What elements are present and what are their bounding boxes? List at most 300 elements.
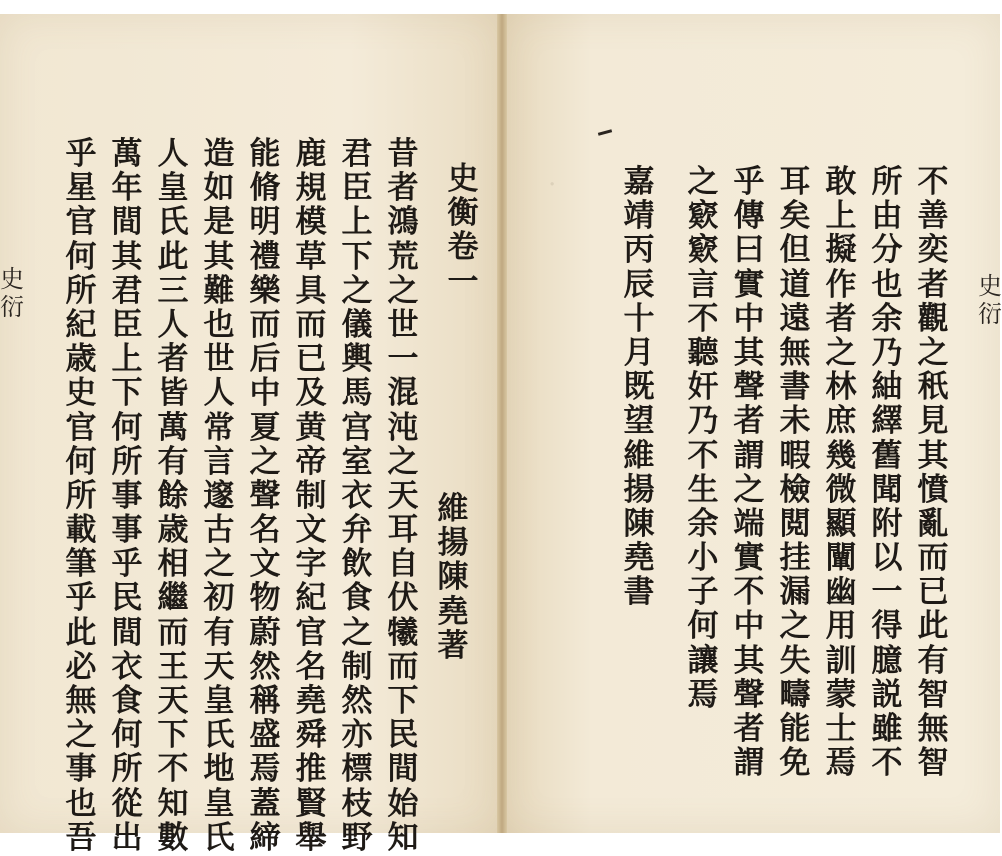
left-column-8-char: 官 (65, 409, 97, 446)
right-column-3-char: 作 (825, 266, 857, 303)
left-title-column-char: 卷 (447, 229, 479, 266)
left-column-1-char: 知 (387, 819, 419, 856)
left-column-8-char: 所 (65, 477, 97, 514)
left-author-line-char: 揚 (437, 525, 469, 562)
right-column-6-char: 不 (687, 300, 719, 337)
right-column-3-char: 敢 (825, 164, 857, 200)
left-column-8-char: 乎 (65, 136, 97, 172)
left-column-4 (242, 137, 288, 855)
left-title-column-char: 史 (447, 161, 479, 197)
left-column-1-char: 天 (387, 477, 419, 514)
right-column-1-char: 亂 (917, 505, 949, 542)
left-column-5-char: 造 (203, 136, 235, 172)
right-column-3-char: 顯 (825, 505, 857, 542)
left-column-3-char: 官 (295, 614, 327, 651)
left-column-2-char: 野 (341, 819, 373, 856)
left-column-3-char: 名 (295, 648, 327, 685)
left-column-2-char: 食 (341, 580, 373, 617)
right-column-5-char: 謂 (733, 437, 765, 474)
left-column-5-char: 也 (203, 306, 235, 343)
left-column-2-char: 衣 (341, 477, 373, 514)
left-column-3-char: 模 (295, 204, 327, 241)
right-column-3 (818, 165, 864, 780)
left-column-4-char: 蓋 (249, 785, 281, 822)
left-column-5-char: 古 (203, 512, 235, 549)
right-column-5-char: 者 (733, 403, 765, 440)
left-column-7-char: 上 (111, 341, 143, 378)
right-column-7-char: 十 (623, 300, 655, 337)
left-column-5-char: 氏 (203, 819, 235, 856)
left-column-7-char: 臣 (111, 306, 143, 343)
left-column-4-char: 明 (249, 204, 281, 241)
left-column-8 (58, 137, 104, 855)
right-column-6-char: 奸 (687, 369, 719, 406)
right-column-2-char: 余 (871, 300, 903, 337)
right-column-2-char: 由 (871, 198, 903, 235)
right-column-6-char: 不 (687, 437, 719, 474)
left-column-8-char: 歳 (65, 341, 97, 378)
right-column-4-char: 疇 (779, 676, 811, 713)
left-column-4-char: 締 (249, 819, 281, 856)
left-column-6-char: 王 (157, 648, 189, 685)
right-column-1-char: 善 (917, 198, 949, 235)
left-edge-fragment (0, 265, 24, 325)
right-column-2-char: 得 (871, 608, 903, 645)
left-edge-fragment-char: 衍 (0, 293, 24, 321)
left-column-3-char: 字 (295, 546, 327, 583)
left-column-5-char: 初 (203, 580, 235, 617)
right-column-6-char: 窽 (687, 232, 719, 269)
left-column-6 (150, 137, 196, 855)
right-column-4-char: 書 (779, 369, 811, 406)
left-author-line-char: 堯 (437, 593, 469, 630)
right-column-3-char: 闡 (825, 540, 857, 577)
left-column-2 (334, 137, 380, 855)
left-column-5-char: 人 (203, 375, 235, 412)
right-column-6-char: 窽 (687, 198, 719, 235)
right-column-4-char: 但 (779, 232, 811, 269)
right-column-7-char: 維 (623, 437, 655, 474)
right-column-7-char: 靖 (623, 198, 655, 235)
right-column-2-char: 紬 (871, 369, 903, 406)
left-column-5-char: 世 (203, 341, 235, 378)
right-column-6-char: 生 (687, 471, 719, 508)
left-column-1-char: 犧 (387, 614, 419, 651)
right-column-7-char: 堯 (623, 540, 655, 577)
left-column-1-char: 混 (387, 375, 419, 412)
left-column-1-char: 一 (387, 341, 419, 378)
left-column-1-char: 耳 (387, 512, 419, 549)
left-column-1-char: 下 (387, 683, 419, 719)
left-column-6-char: 繼 (157, 580, 189, 617)
left-column-1-char: 荒 (387, 238, 419, 275)
right-column-3-char: 林 (825, 369, 857, 406)
left-column-4-char: 脩 (249, 170, 281, 207)
right-column-3-char: 微 (825, 471, 857, 508)
left-column-7-char: 下 (111, 375, 143, 412)
left-column-6-char: 皆 (157, 375, 189, 412)
right-column-2-char: 説 (871, 676, 903, 713)
right-column-5-char: 實 (733, 540, 765, 577)
left-column-4-char: 后 (249, 341, 281, 378)
left-column-1-char: 而 (387, 648, 419, 685)
right-column-6-char: 聽 (687, 334, 719, 371)
left-column-2-char: 室 (341, 443, 373, 480)
left-column-3-char: 而 (295, 306, 327, 343)
bleed-through-marks: . (548, 162, 557, 192)
left-column-3 (288, 137, 334, 855)
left-title-column (440, 162, 486, 299)
right-column-1-char: 憤 (917, 471, 949, 508)
left-author-line-char: 維 (437, 491, 469, 527)
right-column-1-char: 無 (917, 711, 949, 747)
right-column-6-char: 言 (687, 266, 719, 303)
left-column-5-char: 言 (203, 443, 235, 480)
left-column-2-char: 馬 (341, 375, 373, 412)
left-column-2-char: 君 (341, 136, 373, 172)
left-column-6-char: 人 (157, 306, 189, 343)
left-author-line (430, 492, 476, 663)
right-column-3-char: 幾 (825, 437, 857, 474)
left-column-7-char: 出 (111, 819, 143, 856)
right-column-3-char: 庶 (825, 403, 857, 440)
left-column-4-char: 焉 (249, 751, 281, 788)
left-column-5-char: 有 (203, 614, 235, 651)
left-column-5-char: 之 (203, 546, 235, 583)
left-column-6-char: 餘 (157, 477, 189, 514)
left-column-8-char: 乎 (65, 580, 97, 617)
right-column-2-char: 以 (871, 540, 903, 577)
left-column-7-char: 乎 (111, 546, 143, 583)
left-column-8-char: 紀 (65, 306, 97, 343)
left-column-2-char: 之 (341, 272, 373, 309)
right-column-3-char: 者 (825, 300, 857, 337)
left-column-7-char: 萬 (111, 136, 143, 172)
left-column-2-char: 下 (341, 238, 373, 275)
left-column-4-char: 禮 (249, 238, 281, 275)
right-column-6-char: 何 (687, 608, 719, 645)
right-column-6-char: 小 (687, 540, 719, 577)
left-column-2-char: 標 (341, 751, 373, 788)
left-column-3-char: 堯 (295, 683, 327, 719)
right-column-7-char: 望 (623, 403, 655, 440)
left-column-1-char: 世 (387, 306, 419, 343)
left-column-7-char: 事 (111, 512, 143, 549)
left-column-5-char: 氏 (203, 717, 235, 754)
left-column-8-char: 載 (65, 512, 97, 549)
left-column-5-char: 天 (203, 648, 235, 685)
right-column-1-char: 觀 (917, 300, 949, 337)
right-column-4-char: 暇 (779, 437, 811, 474)
left-column-7-char: 間 (111, 204, 143, 241)
left-column-3-char: 文 (295, 512, 327, 549)
left-column-2-char: 飲 (341, 546, 373, 583)
left-column-5-char: 皇 (203, 683, 235, 719)
left-column-1-char: 沌 (387, 409, 419, 446)
left-column-6-char: 數 (157, 819, 189, 856)
left-column-2-char: 之 (341, 614, 373, 651)
right-column-5-char: 聲 (733, 369, 765, 406)
left-column-8-char: 所 (65, 272, 97, 309)
left-column-2-char: 宫 (341, 409, 373, 446)
left-column-8-char: 事 (65, 751, 97, 788)
right-column-1-char: 奕 (917, 232, 949, 269)
left-column-8-char: 此 (65, 614, 97, 651)
right-column-4 (772, 165, 818, 780)
right-column-3-char: 幽 (825, 574, 857, 611)
left-column-8-char: 之 (65, 717, 97, 754)
left-column-1-char: 之 (387, 443, 419, 480)
left-column-6-char: 歳 (157, 512, 189, 549)
left-column-2-char: 儀 (341, 306, 373, 343)
left-column-8-char: 也 (65, 785, 97, 822)
right-column-5-char: 曰 (733, 232, 765, 269)
left-column-3-char: 紀 (295, 580, 327, 617)
left-column-1-char: 者 (387, 170, 419, 207)
left-column-3-char: 鹿 (295, 136, 327, 172)
left-column-7-char: 衣 (111, 648, 143, 685)
right-column-2-char: 聞 (871, 471, 903, 508)
right-column-2-char: 雖 (871, 711, 903, 747)
left-column-1-char: 昔 (387, 136, 419, 172)
right-column-4-char: 無 (779, 334, 811, 371)
left-column-6-char: 天 (157, 683, 189, 719)
left-column-7-char: 君 (111, 272, 143, 309)
left-column-6-char: 有 (157, 443, 189, 480)
right-column-2-char: 臆 (871, 642, 903, 679)
right-column-2-char: 分 (871, 232, 903, 269)
right-column-2-char: 所 (871, 164, 903, 200)
left-column-2-char: 然 (341, 683, 373, 719)
right-column-3-char: 蒙 (825, 676, 857, 713)
right-column-1-char: 之 (917, 334, 949, 371)
left-column-6-char: 下 (157, 717, 189, 754)
right-column-3-char: 用 (825, 608, 857, 645)
right-column-7 (616, 165, 662, 609)
right-column-3-char: 焉 (825, 745, 857, 782)
left-column-5-char: 地 (203, 751, 235, 788)
left-column-1-char: 之 (387, 272, 419, 309)
right-column-4-char: 矣 (779, 198, 811, 235)
right-column-1-char: 有 (917, 642, 949, 679)
right-column-3-char: 訓 (825, 642, 857, 679)
right-column-1-char: 智 (917, 745, 949, 782)
right-column-4-char: 檢 (779, 471, 811, 508)
right-column-6-char: 焉 (687, 676, 719, 713)
right-column-6-char: 之 (687, 164, 719, 200)
right-column-5-char: 謂 (733, 745, 765, 782)
left-column-2-char: 制 (341, 648, 373, 685)
right-column-5-char: 其 (733, 642, 765, 679)
left-column-8-char: 何 (65, 443, 97, 480)
right-column-4-char: 耳 (779, 164, 811, 200)
right-column-1-char: 秖 (917, 369, 949, 406)
left-column-7-char: 間 (111, 614, 143, 651)
left-column-1 (380, 137, 426, 855)
left-column-2-char: 上 (341, 204, 373, 241)
left-title-column-char: 一 (447, 263, 479, 300)
left-column-2-char: 亦 (341, 717, 373, 754)
right-column-6-char: 讓 (687, 642, 719, 679)
right-column-4-char: 失 (779, 642, 811, 679)
right-edge-fragment (978, 272, 1002, 332)
right-column-1-char: 此 (917, 608, 949, 645)
left-column-7-char: 民 (111, 580, 143, 617)
right-edge-fragment-char: 衍 (978, 300, 1002, 328)
left-column-6-char: 者 (157, 341, 189, 378)
right-column-1 (910, 165, 956, 780)
right-column-2-char: 附 (871, 505, 903, 542)
left-column-5-char: 如 (203, 170, 235, 207)
left-column-8-char: 官 (65, 204, 97, 241)
right-column-7-char: 陳 (623, 505, 655, 542)
right-column-3-char: 擬 (825, 232, 857, 269)
left-column-6-char: 不 (157, 751, 189, 788)
left-column-8-char: 必 (65, 648, 97, 685)
left-column-5 (196, 137, 242, 855)
left-column-6-char: 三 (157, 272, 189, 309)
right-column-4-char: 挂 (779, 540, 811, 577)
left-column-1-char: 民 (387, 717, 419, 754)
left-column-4-char: 然 (249, 648, 281, 685)
left-column-5-char: 邃 (203, 477, 235, 514)
left-column-4-char: 文 (249, 546, 281, 583)
right-column-2-char: 乃 (871, 334, 903, 371)
left-column-2-char: 臣 (341, 170, 373, 207)
right-column-4-char: 之 (779, 608, 811, 645)
left-column-7-char: 事 (111, 477, 143, 514)
right-column-5 (726, 165, 772, 780)
left-column-4-char: 名 (249, 512, 281, 549)
right-column-6-char: 乃 (687, 403, 719, 440)
right-column-1-char: 已 (917, 574, 949, 611)
right-column-2-char: 一 (871, 574, 903, 611)
right-column-7-char: 嘉 (623, 164, 655, 200)
left-column-3-char: 制 (295, 477, 327, 514)
book-gutter (497, 14, 507, 833)
right-column-7-char: 辰 (623, 266, 655, 303)
right-column-6 (680, 165, 726, 712)
right-column-1-char: 見 (917, 403, 949, 440)
right-column-6-char: 子 (687, 574, 719, 611)
left-column-8-char: 無 (65, 683, 97, 719)
left-column-1-char: 自 (387, 546, 419, 583)
right-column-2-char: 也 (871, 266, 903, 303)
left-column-7-char: 從 (111, 785, 143, 822)
right-column-5-char: 聲 (733, 676, 765, 713)
left-column-4-char: 樂 (249, 272, 281, 309)
left-column-4-char: 之 (249, 443, 281, 480)
right-column-4-char: 閲 (779, 505, 811, 542)
right-column-4-char: 能 (779, 711, 811, 747)
left-column-2-char: 弁 (341, 512, 373, 549)
left-column-7-char: 何 (111, 409, 143, 446)
left-column-7-char: 食 (111, 683, 143, 719)
left-column-5-char: 難 (203, 272, 235, 309)
left-column-3-char: 草 (295, 238, 327, 275)
left-column-6-char: 皇 (157, 170, 189, 207)
right-edge-fragment-char: 史 (978, 272, 1002, 300)
left-column-6-char: 萬 (157, 409, 189, 446)
left-title-column-char: 衡 (447, 195, 479, 232)
left-column-8-char: 星 (65, 170, 97, 207)
right-column-5-char: 者 (733, 711, 765, 747)
right-column-5-char: 之 (733, 471, 765, 508)
left-column-3-char: 賢 (295, 785, 327, 822)
right-column-5-char: 中 (733, 608, 765, 645)
right-column-7-char: 既 (623, 369, 655, 406)
left-column-4-char: 夏 (249, 409, 281, 446)
left-column-4-char: 盛 (249, 717, 281, 754)
right-column-2-char: 舊 (871, 437, 903, 474)
right-column-1-char: 而 (917, 540, 949, 577)
right-column-4-char: 漏 (779, 574, 811, 611)
left-column-1-char: 伏 (387, 580, 419, 617)
left-column-7-char: 何 (111, 717, 143, 754)
left-edge-fragment-char: 史 (0, 265, 24, 293)
left-column-6-char: 人 (157, 136, 189, 172)
left-column-3-char: 規 (295, 170, 327, 207)
left-column-4-char: 物 (249, 580, 281, 617)
left-column-3-char: 已 (295, 341, 327, 378)
left-column-5-char: 是 (203, 204, 235, 241)
left-column-3-char: 舉 (295, 819, 327, 856)
left-column-8-char: 史 (65, 375, 97, 412)
left-column-4-char: 聲 (249, 477, 281, 514)
right-column-2-char: 不 (871, 745, 903, 782)
right-column-5-char: 端 (733, 505, 765, 542)
left-column-8-char: 何 (65, 238, 97, 275)
right-column-3-char: 之 (825, 334, 857, 371)
right-column-5-char: 其 (733, 334, 765, 371)
left-column-3-char: 及 (295, 375, 327, 412)
right-column-1-char: 不 (917, 164, 949, 200)
left-column-3-char: 黄 (295, 409, 327, 446)
left-column-3-char: 帝 (295, 443, 327, 480)
left-column-2-char: 輿 (341, 341, 373, 378)
right-column-2-char: 繹 (871, 403, 903, 440)
right-column-4-char: 未 (779, 403, 811, 440)
right-column-2 (864, 165, 910, 780)
right-column-1-char: 智 (917, 676, 949, 713)
right-column-5-char: 乎 (733, 164, 765, 200)
right-column-7-char: 丙 (623, 232, 655, 269)
left-column-8-char: 筆 (65, 546, 97, 583)
right-column-4-char: 道 (779, 266, 811, 303)
left-column-1-char: 鴻 (387, 204, 419, 241)
left-column-3-char: 舜 (295, 717, 327, 754)
right-column-3-char: 士 (825, 711, 857, 747)
left-author-line-char: 陳 (437, 559, 469, 596)
left-column-7-char: 年 (111, 170, 143, 207)
right-column-5-char: 傳 (733, 198, 765, 235)
right-column-7-char: 揚 (623, 471, 655, 508)
right-column-4-char: 遠 (779, 300, 811, 337)
left-column-5-char: 其 (203, 238, 235, 275)
right-column-7-char: 書 (623, 574, 655, 611)
left-column-4-char: 中 (249, 375, 281, 412)
left-column-3-char: 推 (295, 751, 327, 788)
right-column-5-char: 不 (733, 574, 765, 611)
left-column-7-char: 所 (111, 751, 143, 788)
left-column-5-char: 常 (203, 409, 235, 446)
right-column-1-char: 其 (917, 437, 949, 474)
right-column-7-char: 月 (623, 334, 655, 371)
left-column-4-char: 稱 (249, 683, 281, 719)
left-column-1-char: 始 (387, 785, 419, 822)
left-column-6-char: 知 (157, 785, 189, 822)
left-column-6-char: 此 (157, 238, 189, 275)
